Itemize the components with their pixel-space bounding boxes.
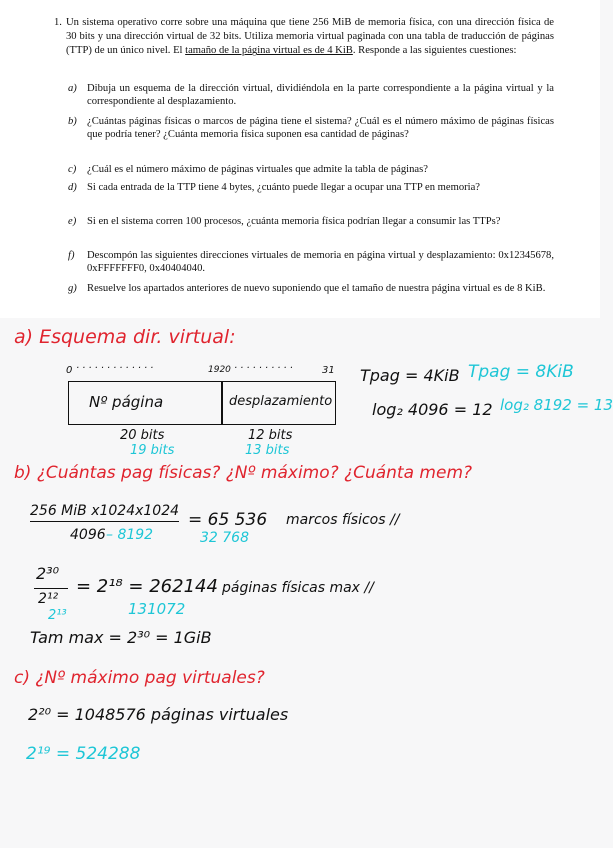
bit-31-label: 31 xyxy=(322,365,335,376)
note-c-heading: c) ¿Nº máximo pag virtuales? xyxy=(14,668,265,688)
printed-question xyxy=(0,0,600,318)
bits-page-alt: 19 bits xyxy=(130,443,175,458)
bit-mid-label: 1920 xyxy=(208,365,231,375)
log-note: log₂ 4096 = 12 xyxy=(372,400,493,419)
max-memory: Tam max = 2³⁰ = 1GiB xyxy=(30,628,212,647)
field-divider xyxy=(221,382,223,424)
question-intro: 1. Un sistema operativo corre sobre una máquina que tiene 256 MiB de memoria física, con una dirección física de 30 bits y una dirección virtual de 32 bits. Utiliza memoria virtual paginada con una tabla de traducción de páginas (TTP) de un único nivel. El tamaño de la página virtual es de 4 KiB. Responde a las siguientes cuestiones: xyxy=(54,17,554,57)
frames-numerator: 256 MiB x1024x1024 xyxy=(30,503,179,522)
item-e: e) Si en el sistema corren 100 procesos, ¿cuánta memoria física podrían llegar a consumir las TTPs? xyxy=(68,216,501,227)
virtual-pages-alt: 2¹⁹ = 524288 xyxy=(26,744,141,764)
max-numerator: 2³⁰ xyxy=(36,564,60,583)
max-denominator: 2¹² xyxy=(38,591,59,607)
field-offset: desplazamiento xyxy=(229,394,333,409)
question-number: 1. xyxy=(54,17,62,28)
frames-label: marcos físicos // xyxy=(286,512,400,528)
bits-offset-alt: 13 bits xyxy=(245,443,290,458)
item-g: g) Resuelve los apartados anteriores de nuevo suponiendo que el tamaño de nuestra página virtual es de 8 KiB. xyxy=(68,283,546,294)
max-result: = 2¹⁸ = 262144 xyxy=(76,576,218,597)
page-size-note: Tpag = 4KiB xyxy=(360,366,460,385)
item-b: b) ¿Cuántas páginas físicas o marcos de página tiene el sistema? ¿Cuál es el número máximo de páginas físicas que podría tener? ¿Cuánta memoria física suponen esa cantidad de páginas? xyxy=(68,116,554,141)
bit-0-label: 0 xyxy=(66,365,73,376)
bits-offset: 12 bits xyxy=(248,428,293,443)
field-page-number: Nº página xyxy=(89,393,164,411)
bits-page: 20 bits xyxy=(120,428,165,443)
max-result-alt: 131072 xyxy=(128,600,186,618)
virtual-address-diagram xyxy=(68,381,336,425)
max-denominator-alt: 2¹³ xyxy=(48,608,67,623)
bit-dots-left: ············· xyxy=(76,363,157,374)
max-label: páginas físicas max // xyxy=(222,580,374,596)
item-f: f) Descompón las siguientes direcciones virtuales de memoria en página virtual y desplazamiento: 0x12345678, 0xFFFFFFF0, 0x40404040. xyxy=(68,250,554,275)
frames-denominator: 4096 xyxy=(70,527,106,543)
item-d: d) Si cada entrada de la TTP tiene 4 bytes, ¿cuánto puede llegar a ocupar una TTP en memoria? xyxy=(68,182,480,193)
underlined-page-size: tamaño de la página virtual es de 4 KiB xyxy=(185,45,353,57)
frames-denominator-alt: – 8192 xyxy=(106,527,154,543)
log-note-alt: log₂ 8192 = 13 xyxy=(500,396,613,414)
max-fraction-bar xyxy=(34,588,68,589)
note-a-heading: a) Esquema dir. virtual: xyxy=(14,326,236,348)
page-size-note-alt: Tpag = 8KiB xyxy=(468,362,574,382)
frames-result: = 65 536 xyxy=(188,510,268,530)
item-c: c) ¿Cuál es el número máximo de páginas virtuales que admite la tabla de páginas? xyxy=(68,164,428,175)
item-a: a) Dibuja un esquema de la dirección virtual, dividiéndola en la parte correspondiente a la página virtual y la correspondiente al desplazamiento. xyxy=(68,83,554,108)
bit-dots-right: ·········· xyxy=(234,363,296,374)
note-b-heading: b) ¿Cuántas pag físicas? ¿Nº máximo? ¿Cuánta mem? xyxy=(14,463,473,483)
frames-result-alt: 32 768 xyxy=(200,530,249,546)
virtual-pages: 2²⁰ = 1048576 páginas virtuales xyxy=(28,705,289,724)
